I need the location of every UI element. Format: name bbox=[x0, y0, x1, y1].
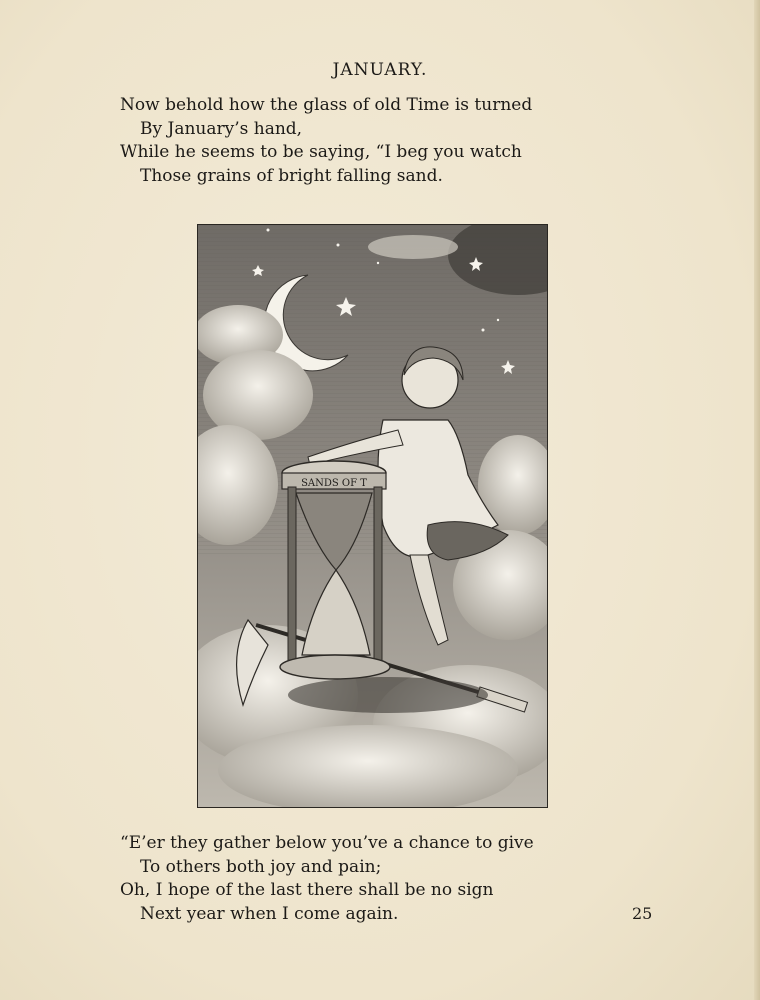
stanza-2 bbox=[120, 832, 534, 926]
hourglass-inscription: SANDS OF T bbox=[301, 478, 367, 489]
verse-line: By January’s hand, bbox=[140, 118, 303, 139]
page-heading: JANUARY. bbox=[332, 60, 428, 80]
engraving-svg bbox=[198, 225, 547, 807]
page-number: 25 bbox=[632, 904, 653, 923]
stanza-1 bbox=[120, 94, 532, 188]
verse-line: Oh, I hope of the last there shall be no sign bbox=[120, 880, 494, 900]
verse-line: “E’er they gather below you’ve a chance to give bbox=[120, 833, 534, 853]
verse-line: While he seems to be saying, “I beg you watch bbox=[120, 142, 522, 162]
verse-line: Now behold how the glass of old Time is turned bbox=[120, 95, 533, 115]
engraving-illustration bbox=[197, 224, 548, 808]
verse-line: Next year when I come again. bbox=[140, 903, 399, 924]
verse-line: To others both joy and pain; bbox=[140, 856, 382, 877]
page-edge bbox=[754, 0, 760, 1000]
cloud-shadow bbox=[288, 677, 488, 713]
verse-line: Those grains of bright falling sand. bbox=[140, 165, 443, 186]
